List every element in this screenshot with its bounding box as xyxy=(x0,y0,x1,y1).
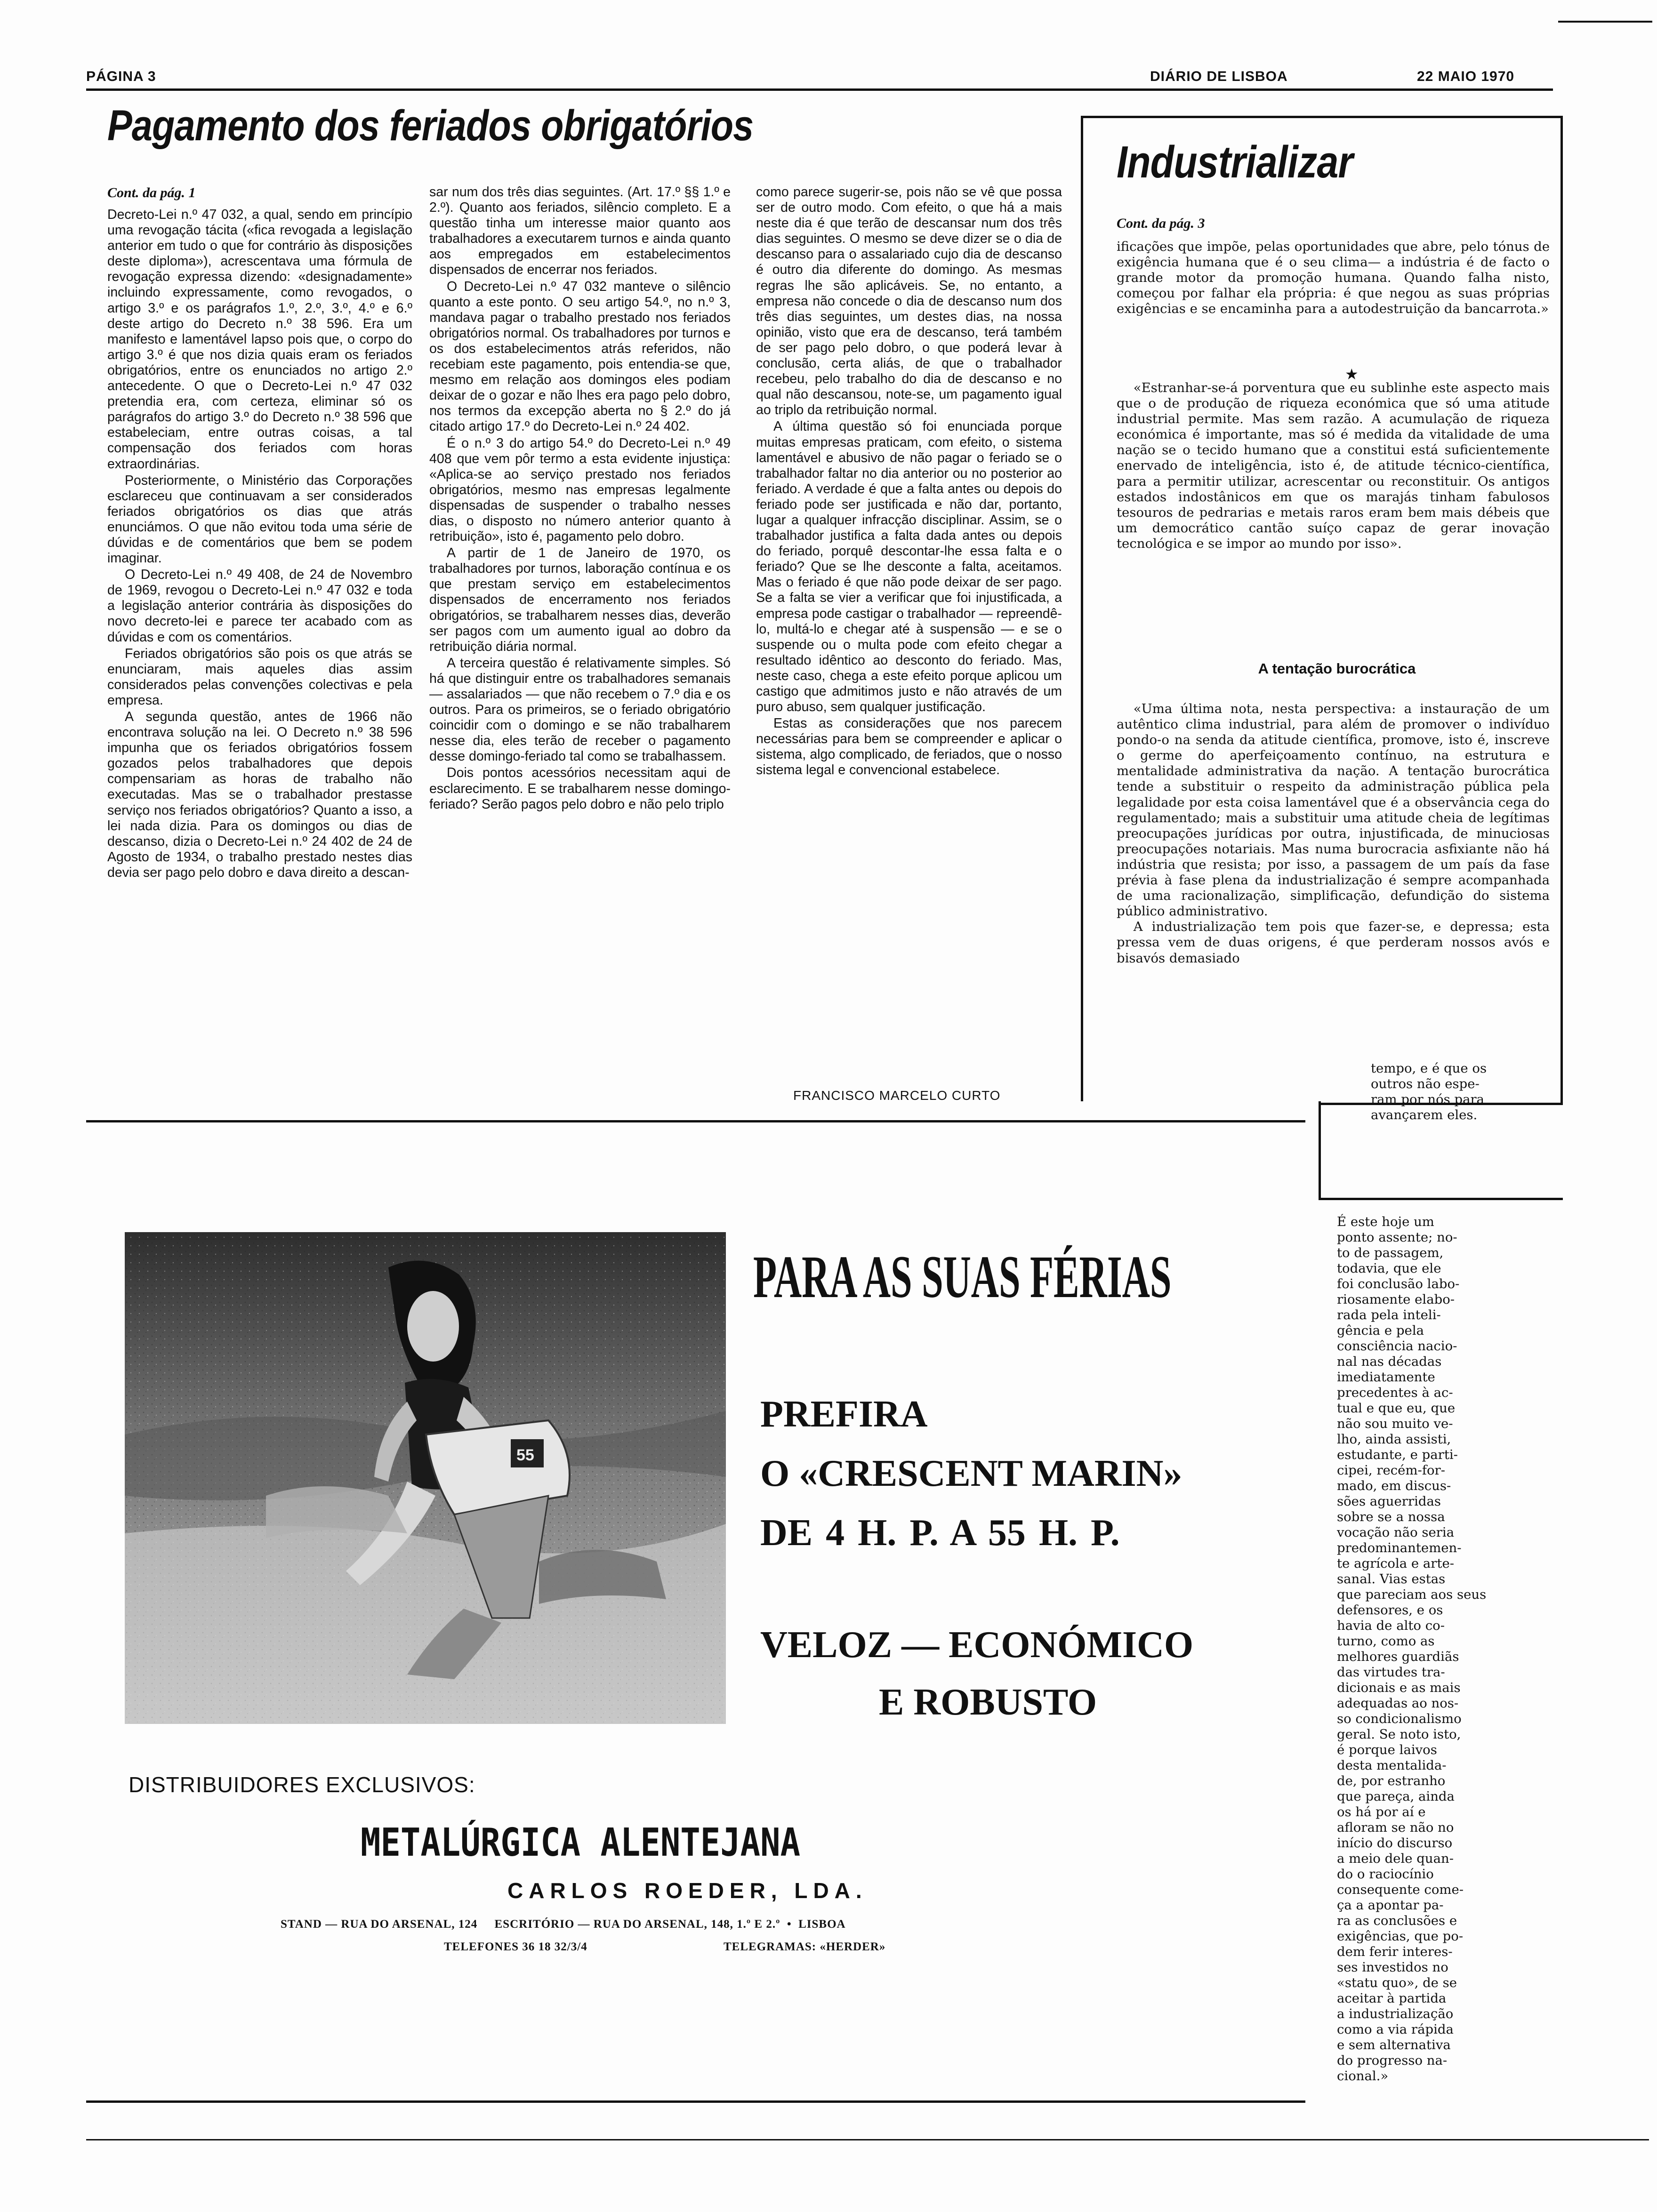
text-line: de, por estranho xyxy=(1337,1773,1446,1788)
paragraph: Estas as considerações que nos parecem necessárias para bem se compreender e aplicar o sistema, algo complicado, de feriados, que o nosso sistema legal e convencional estabelece. xyxy=(756,716,1062,778)
text-line: nal nas décadas xyxy=(1337,1354,1442,1369)
text-line: melhores guardiãs xyxy=(1337,1649,1459,1664)
text-line: predominantemen- xyxy=(1337,1540,1462,1555)
text-line: «statu quo», de se xyxy=(1337,1975,1457,1990)
text-line: que pareciam aos seus xyxy=(1337,1587,1487,1602)
text-line: lho, ainda assisti, xyxy=(1337,1432,1451,1447)
paragraph: A partir de 1 de Janeiro de 1970, os trabalhadores por turnos, laboração contínua e os que prestam serviço em estabelecimentos dispensados de encerramento nos feriados obrigatórios, se trabalharem nesses dias, deverão ser pagos com um aumento igual ao dobro da retribuição diária normal. xyxy=(429,545,731,654)
paragraph: A segunda questão, antes de 1966 não encontrava solução na lei. O Decreto n.º 38 596 impunha que os feriados obrigatórios fossem gozados pelos trabalhadores que depois compensariam as horas de trabalho não executadas. Mas se o trabalhador prestasse serviço nos feriados obrigatórios? Quanto a isso, a lei nada dizia. Para os domingos ou dias de descanso, dizia o Decreto-Lei n.º 24 402 de 24 de Agosto de 1934, o trabalho prestado nestes dias devia ser pago pelo dobro e dava direito a descan- xyxy=(107,709,412,880)
company-name-wrap xyxy=(361,1820,872,1865)
company-name: METALÚRGICA ALENTEJANA xyxy=(361,1820,801,1865)
text-line: cional.» xyxy=(1337,2068,1389,2084)
text-line: sobre se a nossa xyxy=(1337,1509,1445,1524)
text-line: aceitar à partida xyxy=(1337,1991,1447,2006)
text-line: do progresso na- xyxy=(1337,2053,1448,2068)
text-line: foi conclusão labo- xyxy=(1337,1276,1460,1291)
text-line: é porque laivos xyxy=(1337,1742,1437,1757)
text-line: consciência nacio- xyxy=(1337,1338,1457,1354)
paragraph: É o n.º 3 do artigo 54.º do Decreto-Lei n.º 49 408 que vem pôr termo a esta evidente injustiça: «Aplica-se ao serviço prestado nos feriados obrigatórios, mesmo nas empresas legalmente dispensadas de suspender o trabalho nesses dias, o disposto no número anterior quanto à retribuição», isto é, pagamento pelo dobro. xyxy=(429,435,731,545)
paragraph: Decreto-Lei n.º 47 032, a qual, sendo em princípio uma revogação tácita («fica revogada a legislação anterior em tudo o que for contrário às disposições deste diploma»), acrescentava uma fórmula de revogação expressa dizendo: «designadamente» incluindo expressamente, como revogados, o artigo 3.º e os parágrafos 1.º, 2.º, 3.º, 4.º e 6.º deste artigo do Decreto n.º 38 596. Era um manifesto e lamentável lapso pois que, o corpo do artigo 3.º é que nos dizia quais eram os feriados obrigatórios, entre os enunciados no artigo 2.º antecedente. O que o Decreto-Lei n.º 47 032 pretendia era, com certeza, eliminar só os parágrafos do artigo 3.º do Decreto n.º 38 596 que estabeleciam, entre outras coisas, a tal compensação dos feriados com horas extraordinárias. xyxy=(107,207,412,472)
paragraph: «Uma última nota, nesta perspectiva: a instauração de um autêntico clima industrial, para além de promover o indivíduo pondo-o na senda da atitude científica, promove, isto é, inscreve o germe do aperfeiçoamento contínuo, na estrutura e mentalidade administrativa da nação. A tentação burocrática tende a substituir o respeito da administração pública pela legalidade por esta coisa lamentável que é a observância cega do regulamentado; mais a substituir uma atitude cheia de legítimas preocupações jurídicas por outra, injustificada, de minuciosas preocupações notariais. Mas numa burocracia asfixiante não há indústria que resista; por isso, a passagem de um país da fase prévia à fase plena da industrialização é sempre acompanhada de uma racionalização, simplificação, defundição do sistema público administrativo. xyxy=(1117,701,1550,919)
sidebar-continuation: Cont. da pág. 3 xyxy=(1117,216,1205,231)
text-line: desta mentalida- xyxy=(1337,1758,1447,1773)
sidebar-headline: Industrializar xyxy=(1117,137,1353,187)
paragraph: como parece sugerir-se, pois não se vê que possa ser de outro modo. Com efeito, o que há a mais neste dia é que terão de descansar num dos três dias seguintes. O mesmo se deve dizer se o dia de descanso para o assalariado cujo dia de descanso é outro dia diferente do domingo. As mesmas regras lhe são aplicáveis. Se, no entanto, a empresa não concede o dia de descanso num dos três dias seguintes, um destes dias, na nossa opinião, visto que era de descanso, terá também de ser pago pelo dobro, o que poderá levar à conclusão, certa aliás, de que o trabalhador recebeu, pelo trabalho do dia de descanso e no qual não descansou, note-se, um pagamento igual ao triplo da retribuição normal. xyxy=(756,184,1062,418)
page-bottom-rule xyxy=(86,2139,1649,2140)
advert-line-5: E ROBUSTO xyxy=(879,1682,1097,1723)
company-address: STAND — RUA DO ARSENAL, 124 ESCRITÓRIO — RUA DO ARSENAL, 148, 1.º E 2.º • LISBOA xyxy=(281,1918,846,1931)
text-line: a industrialização xyxy=(1337,2006,1454,2021)
paragraph: ificações que impõe, pelas oportunidades que abre, pelo tónus de exigência humana que é o seu clima— a indústria é de facto o grande motor da promoção humana. Quando falha nisto, começou por falhar ela própria: é que negou as suas próprias exigências e se encaminha para a autodestruição da bancarrota.» xyxy=(1117,239,1550,317)
text-line: a meio dele quan- xyxy=(1337,1851,1454,1866)
paragraph: O Decreto-Lei n.º 47 032 manteve o silêncio quanto a este ponto. O seu artigo 54.º, no n.º 3, mandava pagar o trabalho prestado nos feriados obrigatórios normal. Os trabalhadores por turnos e os dos estabelecimentos atrás referidos, não recebiam este pagamento, pois entendia-se que, mesmo em relação aos domingos eles podiam deixar de o gozar e não lhes era pago pelo dobro, nos termos da excepção aberta no § 2.º do já citado artigo 17.º do Decreto-Lei n.º 24 402. xyxy=(429,279,731,434)
paragraph: sar num dos três dias seguintes. (Art. 17.º §§ 1.º e 2.º). Quanto aos feriados, silêncio completo. E a questão tinha um interesse maior quanto aos trabalhadores a executarem turnos e ainda quanto aos empregados em estabelecimentos dispensados de encerrar nos feriados. xyxy=(429,184,731,278)
header-rule xyxy=(86,88,1553,91)
box-notch-edge xyxy=(1319,1101,1321,1200)
sidebar-text-bottom xyxy=(1117,701,1550,966)
paragraph: «Estranhar-se-á porventura que eu sublinhe este aspecto mais que o de produção de riqueza económica que só uma atitude industrial permite. Mas sem razão. A acumulação de riqueza económica é importante, mas só é medida da vitalidade de uma nação se o tecido humano que a constitui está suficientemente enervado de inteligência, isto é, de atitude técnico-científica, para a permitir utilizar, acrescentar ou reconstituir. Os antigos estados indostânicos em que os marajás tinham fabulosos tesouros de pedrarias e metais raros eram bem mais débeis que um democrático cantão suíço capaz de gerar inovação tecnológica e se impor ao mundo por isso». xyxy=(1117,380,1550,551)
motor-plate-text: 55 xyxy=(516,1446,534,1464)
box-notch-bottom xyxy=(1319,1198,1563,1200)
text-line: os há por aí e xyxy=(1337,1804,1426,1819)
text-line: ponto assente; no- xyxy=(1337,1230,1457,1245)
advert-headline: PARA AS SUAS FÉRIAS xyxy=(753,1243,1172,1310)
sidebar-narrow-lines xyxy=(1371,1061,1550,1123)
text-line: vocação não seria xyxy=(1337,1525,1455,1540)
text-line: exigências, que po- xyxy=(1337,1929,1464,1944)
text-line: que pareça, ainda xyxy=(1337,1789,1455,1804)
text-line: gência e pela xyxy=(1337,1323,1424,1338)
text-line: to de passagem, xyxy=(1337,1245,1444,1260)
company-phones: TELEFONES 36 18 32/3/4 xyxy=(444,1940,587,1953)
text-line: tempo, e é que os xyxy=(1371,1061,1487,1076)
paragraph: O Decreto-Lei n.º 49 408, de 24 de Novembro de 1969, revogou o Decreto-Lei n.º 47 032 e toda a legislação anterior contrária às disposições do novo decreto-lei e parece ter acabado com as dúvidas e com os comentários. xyxy=(107,567,412,645)
text-line: ram por nós para xyxy=(1371,1092,1485,1107)
text-line: outros não espe- xyxy=(1371,1076,1480,1092)
paragraph: Feriados obrigatórios são pois os que atrás se enunciaram, mais aqueles dias assim considerados pelas convenções colectivas e pela empresa. xyxy=(107,646,412,708)
text-line: tual e que eu, que xyxy=(1337,1401,1456,1416)
paragraph: A industrialização tem pois que fazer-se, e depressa; esta pressa vem de duas origens, é que perderam nossos avós e bisavós demasiado xyxy=(1117,919,1550,966)
woman-outboard-motor-photo xyxy=(125,1232,726,1724)
text-line: início do discurso xyxy=(1337,1835,1453,1851)
advert-line-4: VELOZ — ECONÓMICO xyxy=(760,1624,1194,1666)
page-number: PÁGINA 3 xyxy=(86,69,156,84)
text-line: consequente come- xyxy=(1337,1882,1464,1897)
text-line: avançarem eles. xyxy=(1371,1107,1478,1123)
box-notch xyxy=(1081,1101,1321,1106)
text-line: havia de alto co- xyxy=(1337,1618,1445,1633)
text-line: defensores, e os xyxy=(1337,1603,1443,1618)
text-line: ça a apontar pa- xyxy=(1337,1898,1444,1913)
article-column-2 xyxy=(429,184,731,1126)
text-line: estudante, e parti- xyxy=(1337,1447,1458,1462)
paragraph: A terceira questão é relativamente simples. Só há que distinguir entre os trabalhadores semanais — assalariados — que não recebem o 7.º dia e os outros. Para os primeiros, se o feriado obrigatório coincidir com o domingo e se não trabalharem nesse dia, eles terão de receber o pagamento desse domingo-feriado tal como se trabalhassem. xyxy=(429,655,731,764)
text-line: como a via rápida xyxy=(1337,2022,1454,2037)
text-line: riosamente elabo- xyxy=(1337,1292,1455,1307)
text-line: das virtudes tra- xyxy=(1337,1665,1445,1680)
separator-star: ★ xyxy=(1345,366,1359,383)
text-line: não sou muito ve- xyxy=(1337,1416,1453,1431)
section-rule-top xyxy=(86,1120,1305,1122)
text-line: sões aguerridas xyxy=(1337,1494,1441,1509)
article-column-3 xyxy=(756,184,1062,1069)
text-line: dem ferir interes- xyxy=(1337,1944,1453,1959)
text-line: so condicionalismo xyxy=(1337,1711,1462,1726)
company-subtitle: CARLOS ROEDER, LDA. xyxy=(507,1878,868,1903)
sidebar-continuation-column xyxy=(1337,1214,1558,2084)
advert-line-2: O «CRESCENT MARIN» xyxy=(760,1453,1182,1494)
text-line: todavia, que ele xyxy=(1337,1261,1441,1276)
corner-rule xyxy=(1558,21,1652,23)
section-rule-bottom xyxy=(86,2100,1305,2103)
text-line: turno, como as xyxy=(1337,1634,1435,1649)
paragraph: Posteriormente, o Ministério das Corporações esclareceu que continuavam a ser considerados feriados obrigatórios os dias que atrás enunciámos. O que não evitou toda uma série de dúvidas e de comentários que bem se podem imaginar. xyxy=(107,473,412,566)
company-telegrams: TELEGRAMAS: «HERDER» xyxy=(724,1940,886,1953)
author-byline: FRANCISCO MARCELO CURTO xyxy=(793,1088,1001,1103)
text-line: cipei, recém-for- xyxy=(1337,1463,1445,1478)
sidebar-text-mid xyxy=(1117,380,1550,552)
sidebar-text-top xyxy=(1117,239,1550,317)
text-line: geral. Se noto isto, xyxy=(1337,1727,1461,1742)
text-line: imediatamente xyxy=(1337,1370,1435,1385)
text-line: e sem alternativa xyxy=(1337,2037,1451,2052)
paragraph: A última questão só foi enunciada porque muitas empresas praticam, com efeito, o sistema lamentável e abusivo de não pagar o feriado se o trabalhador faltar no dia anterior ou no posterior ao feriado. A verdade é que a falta antes ou depois do feriado pode ser justificada e não dar, portanto, lugar a qualquer infracção disciplinar. Assim, se o trabalhador justifica a falta dada antes ou depois do feriado, porquê descontar-lhe essa falta e o feriado? Que se lhe desconte a falta, aceitamos. Mas o feriado é que não pode deixar de ser pago. Se a falta se vier a verificar que foi injustificada, a empresa pode castigar o trabalhador — repreendê-lo, multá-lo e chegar até à suspensão — e se o suspende ou o multa pode com efeito chegar a resultado idêntico ao desconto do feriado. Mas, neste caso, chega a este efeito porque aplicou um castigo que admitimos justo e não através de um puro abuso, sem qualquer justificação. xyxy=(756,419,1062,715)
advert-photo xyxy=(125,1232,726,1724)
distributors-label: DISTRIBUIDORES EXCLUSIVOS: xyxy=(129,1772,475,1797)
article-column-1 xyxy=(107,207,412,1125)
text-line: te agrícola e arte- xyxy=(1337,1556,1455,1571)
text-line: dicionais e as mais xyxy=(1337,1680,1461,1695)
text-line: rada pela inteli- xyxy=(1337,1307,1441,1322)
text-line: precedentes à ac- xyxy=(1337,1385,1453,1400)
text-line: ses investidos no xyxy=(1337,1960,1448,1975)
text-line: É este hoje um xyxy=(1337,1214,1434,1229)
text-line: sanal. Vias estas xyxy=(1337,1571,1446,1587)
advert-line-3: DE 4 H. P. A 55 H. P. xyxy=(760,1512,1120,1554)
article-headline: Pagamento dos feriados obrigatórios xyxy=(107,102,754,150)
text-line: do o raciocínio xyxy=(1337,1867,1434,1882)
advert-headline-wrap xyxy=(753,1242,1407,1312)
text-line: adequadas ao nos- xyxy=(1337,1696,1459,1711)
text-line: ra as conclusões e xyxy=(1337,1913,1457,1928)
newspaper-name: DIÁRIO DE LISBOA xyxy=(1150,69,1288,84)
sidebar-subhead: A tentação burocrática xyxy=(1258,660,1416,677)
text-line: afloram se não no xyxy=(1337,1820,1454,1835)
advert-line-1: PREFIRA xyxy=(760,1394,928,1435)
continuation-note: Cont. da pág. 1 xyxy=(107,185,196,200)
text-line: mado, em discus- xyxy=(1337,1478,1451,1493)
issue-date: 22 MAIO 1970 xyxy=(1417,69,1515,84)
paragraph: Dois pontos acessórios necessitam aqui de esclarecimento. E se trabalharem nesse domingo-feriado? Serão pagos pelo dobro e não pelo triplo xyxy=(429,765,731,812)
